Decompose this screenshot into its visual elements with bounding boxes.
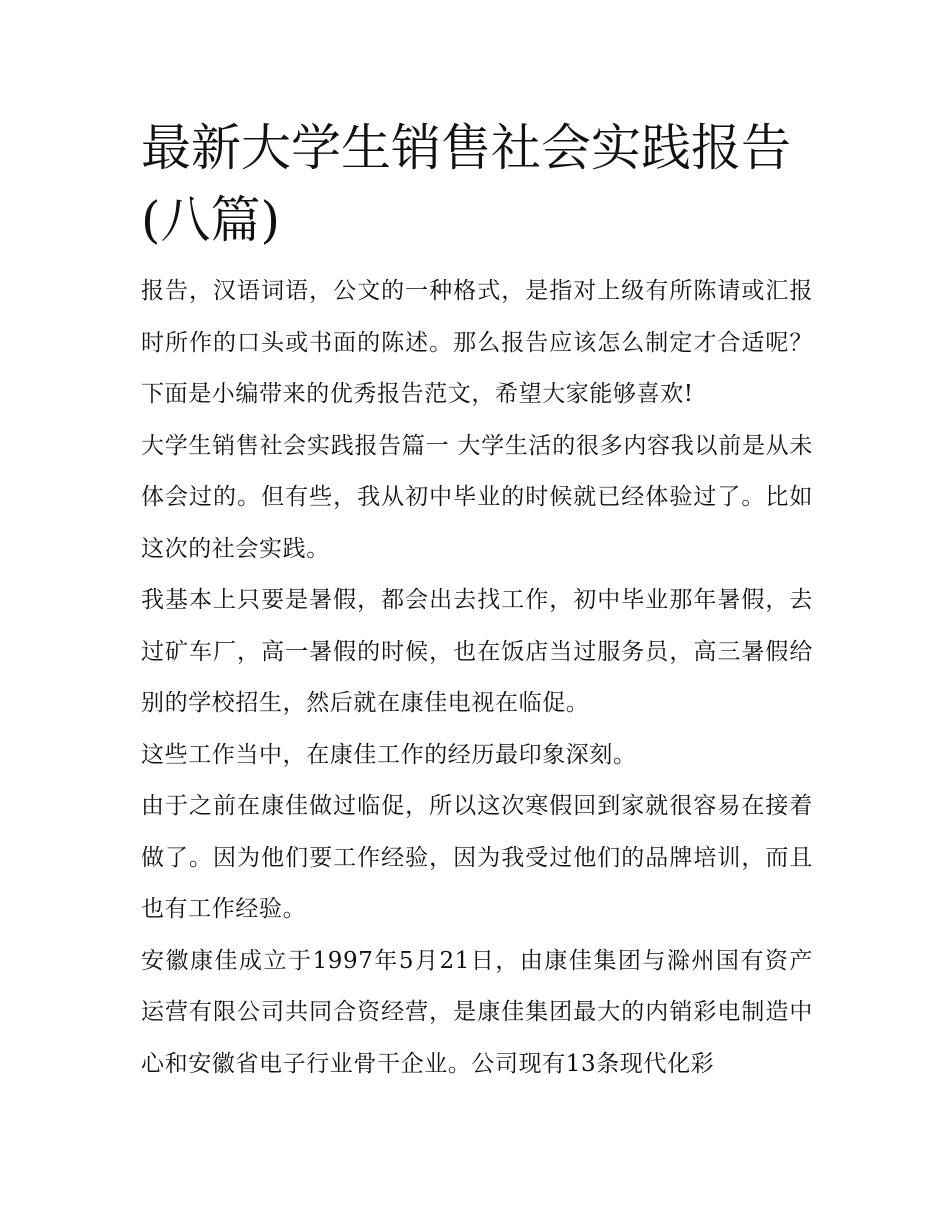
body-paragraph: 我基本上只要是暑假，都会出去找工作，初中毕业那年暑假，去过矿车厂，高一暑假的时候，也在饭店当过服务员，高三暑假给别的学校招生，然后就在康佳电视在临促。 (141, 587, 813, 716)
body-paragraph: 由于之前在康佳做过临促，所以这次寒假回到家就很容易在接着做了。因为他们要工作经验，因为我受过他们的品牌培训，而且也有工作经验。 (141, 793, 813, 922)
title-line-2: (八篇) (141, 191, 281, 249)
document-page (141, 112, 813, 1090)
title-line-1: 最新大学生销售社会实践报告 (141, 119, 791, 177)
body-paragraph: 这些工作当中，在康佳工作的经历最印象深刻。 (141, 741, 637, 768)
body-paragraph: 安徽康佳成立于1997年5月21日，由康佳集团与滁州国有资产运营有限公司共同合资经营，是康佳集团最大的内销彩电制造中心和安徽省电子行业骨干企业。公司现有13条现代化彩 (141, 947, 813, 1077)
document-title (141, 112, 813, 256)
intro-paragraph: 报告，汉语词语，公文的一种格式，是指对上级有所陈请或汇报时所作的口头或书面的陈述。那么报告应该怎么制定才合适呢？下面是小编带来的优秀报告范文，希望大家能够喜欢! (141, 278, 813, 407)
body-paragraph: 大学生销售社会实践报告篇一 大学生活的很多内容我以前是从未体会过的。但有些，我从初中毕业的时候就已经体验过了。比如这次的社会实践。 (141, 432, 813, 562)
